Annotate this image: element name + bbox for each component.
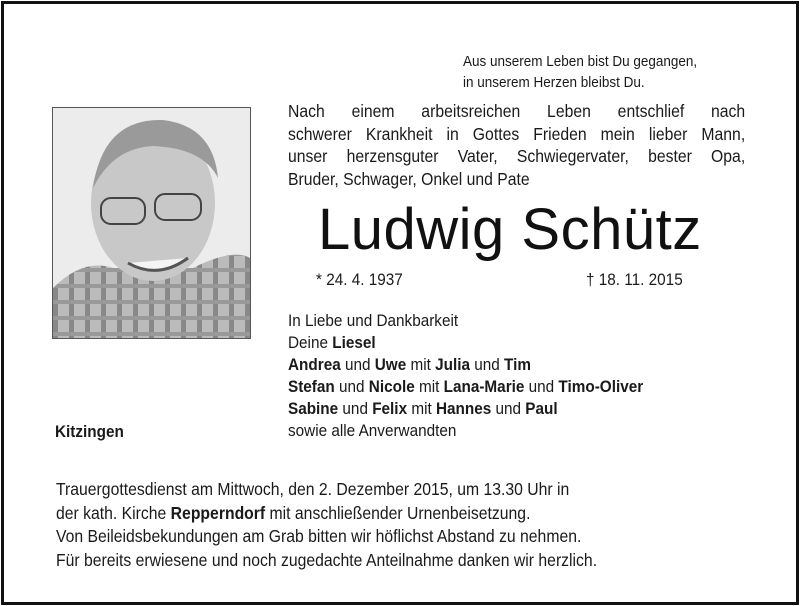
name-text: Tim [504, 355, 531, 374]
text-segment: und [338, 399, 373, 418]
text-segment: und [340, 355, 375, 374]
text-segment: In Liebe und Dankbarkeit [288, 311, 459, 330]
service-line [56, 478, 597, 502]
name-text: Repperndorf [170, 502, 266, 523]
name-text: Julia [435, 355, 470, 374]
name-text: Hannes [435, 399, 492, 418]
family-list [288, 310, 643, 442]
intro-line: Bruder, Schwager, Onkel und Pate [288, 168, 530, 189]
text-segment: mit anschließender Urnenbeisetzung. [265, 502, 531, 523]
text-segment: und [491, 399, 526, 418]
text-segment: mit [406, 355, 436, 374]
deceased-name: Ludwig Schütz [318, 197, 702, 262]
name-text: Nicole [368, 377, 415, 396]
motto-line: in unserem Herzen bleibst Du. [463, 74, 645, 91]
portrait-image [53, 108, 250, 338]
city: Kitzingen [55, 422, 124, 441]
intro-line: schwerer Krankheit in Gottes Frieden mein lieber Mann, [288, 123, 746, 144]
family-line [288, 354, 643, 376]
intro-line: unser herzensguter Vater, Schwiegervater, bester Opa, [288, 146, 746, 166]
name-text: Sabine [288, 399, 339, 418]
name-text: Liesel [332, 333, 376, 352]
family-line [288, 398, 643, 420]
family-line [288, 420, 643, 442]
birth-date: * 24. 4. 1937 [316, 270, 403, 289]
text-segment: Deine [288, 333, 333, 352]
text-segment: sowie alle Anverwandten [288, 421, 457, 440]
service-line [56, 525, 597, 549]
intro-line: Nach einem arbeitsreichen Leben entschlief nach [288, 101, 746, 121]
service-line [56, 549, 597, 573]
text-segment: Für bereits erwiesene und noch zugedachte Anteilnahme danken wir herzlich. [56, 549, 598, 570]
name-text: Paul [525, 399, 558, 418]
intro-text [288, 100, 745, 190]
name-text: Andrea [288, 355, 341, 374]
death-date: † 18. 11. 2015 [586, 270, 683, 289]
family-line [288, 376, 643, 398]
text-segment: Von Beileidsbekundungen am Grab bitten wir höflichst Abstand zu nehmen. [56, 526, 582, 546]
service-info [56, 478, 597, 572]
text-segment: und [524, 377, 559, 396]
text-segment: und [469, 355, 505, 374]
motto-line: Aus unserem Leben bist Du gegangen, [463, 53, 698, 70]
name-text: Uwe [374, 355, 407, 374]
text-segment: und [334, 377, 369, 396]
name-text: Stefan [288, 377, 335, 396]
name-text: Lana-Marie [443, 377, 525, 396]
motto [463, 51, 697, 93]
service-line [56, 502, 597, 526]
text-segment: mit [407, 399, 436, 418]
portrait-photo [52, 107, 251, 339]
text-segment: mit [414, 377, 444, 396]
name-text: Felix [372, 399, 408, 418]
text-segment: Trauergottesdienst am Mittwoch, den 2. Dezember 2015, um 13.30 Uhr in [56, 479, 570, 499]
family-line [288, 310, 643, 332]
family-line [288, 332, 643, 354]
text-segment: der kath. Kirche [56, 502, 171, 523]
name-text: Timo-Oliver [558, 377, 644, 396]
